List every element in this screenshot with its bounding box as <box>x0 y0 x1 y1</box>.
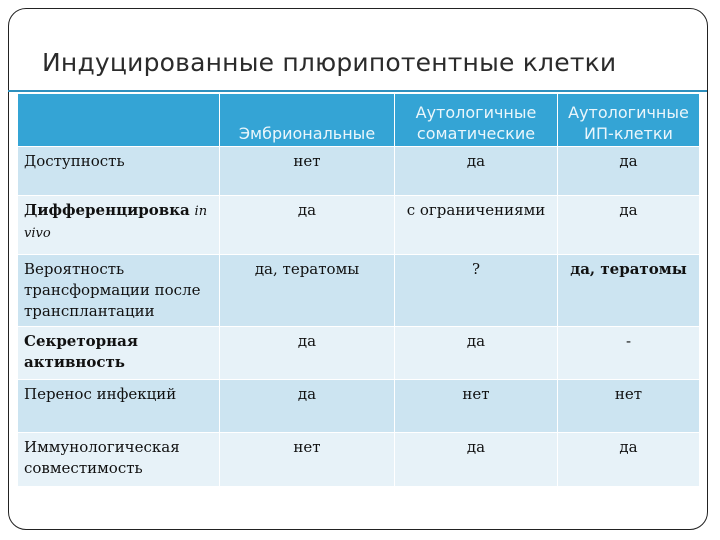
table-cell: да <box>220 327 395 380</box>
table-row <box>18 433 700 487</box>
table-cell: да <box>558 196 700 255</box>
header-corner-cell <box>18 94 220 147</box>
table-header-row <box>18 94 700 147</box>
table-cell: нет <box>220 147 395 196</box>
table-row <box>18 255 700 327</box>
table-cell: да <box>558 147 700 196</box>
table-cell: да <box>220 196 395 255</box>
row-label-availability: Доступность <box>18 147 220 196</box>
table-cell: нет <box>395 380 558 433</box>
row-label-infection: Перенос инфекций <box>18 380 220 433</box>
header-autologous-ips: Аутологичные ИП-клетки <box>558 94 700 147</box>
table-row <box>18 147 700 196</box>
row-label-immunological: Иммунологическая совместимость <box>18 433 220 487</box>
header-embryonic: Эмбриональные <box>220 94 395 147</box>
table-cell: - <box>558 327 700 380</box>
table-cell: да, тератомы <box>220 255 395 327</box>
table-cell: да <box>220 380 395 433</box>
table-row <box>18 380 700 433</box>
table-cell: да <box>395 327 558 380</box>
slide-title: Индуцированные плюрипотентные клетки <box>42 48 617 77</box>
row-label-differentiation: Дифференцировка in vivo <box>18 196 220 255</box>
table-cell: с ограничениями <box>395 196 558 255</box>
title-divider <box>8 90 707 92</box>
table-cell: да, тератомы <box>558 255 700 327</box>
header-autologous-somatic: Аутологичные соматические <box>395 94 558 147</box>
comparison-table <box>17 93 700 487</box>
table-cell: нет <box>220 433 395 487</box>
row-label-transformation: Вероятность трансформации после трансплантации <box>18 255 220 327</box>
table-row <box>18 196 700 255</box>
row-label-secretory: Секреторная активность <box>18 327 220 380</box>
table-cell: да <box>558 433 700 487</box>
table-cell: ? <box>395 255 558 327</box>
table-cell: да <box>395 433 558 487</box>
table-row <box>18 327 700 380</box>
table-cell: нет <box>558 380 700 433</box>
table-cell: да <box>395 147 558 196</box>
